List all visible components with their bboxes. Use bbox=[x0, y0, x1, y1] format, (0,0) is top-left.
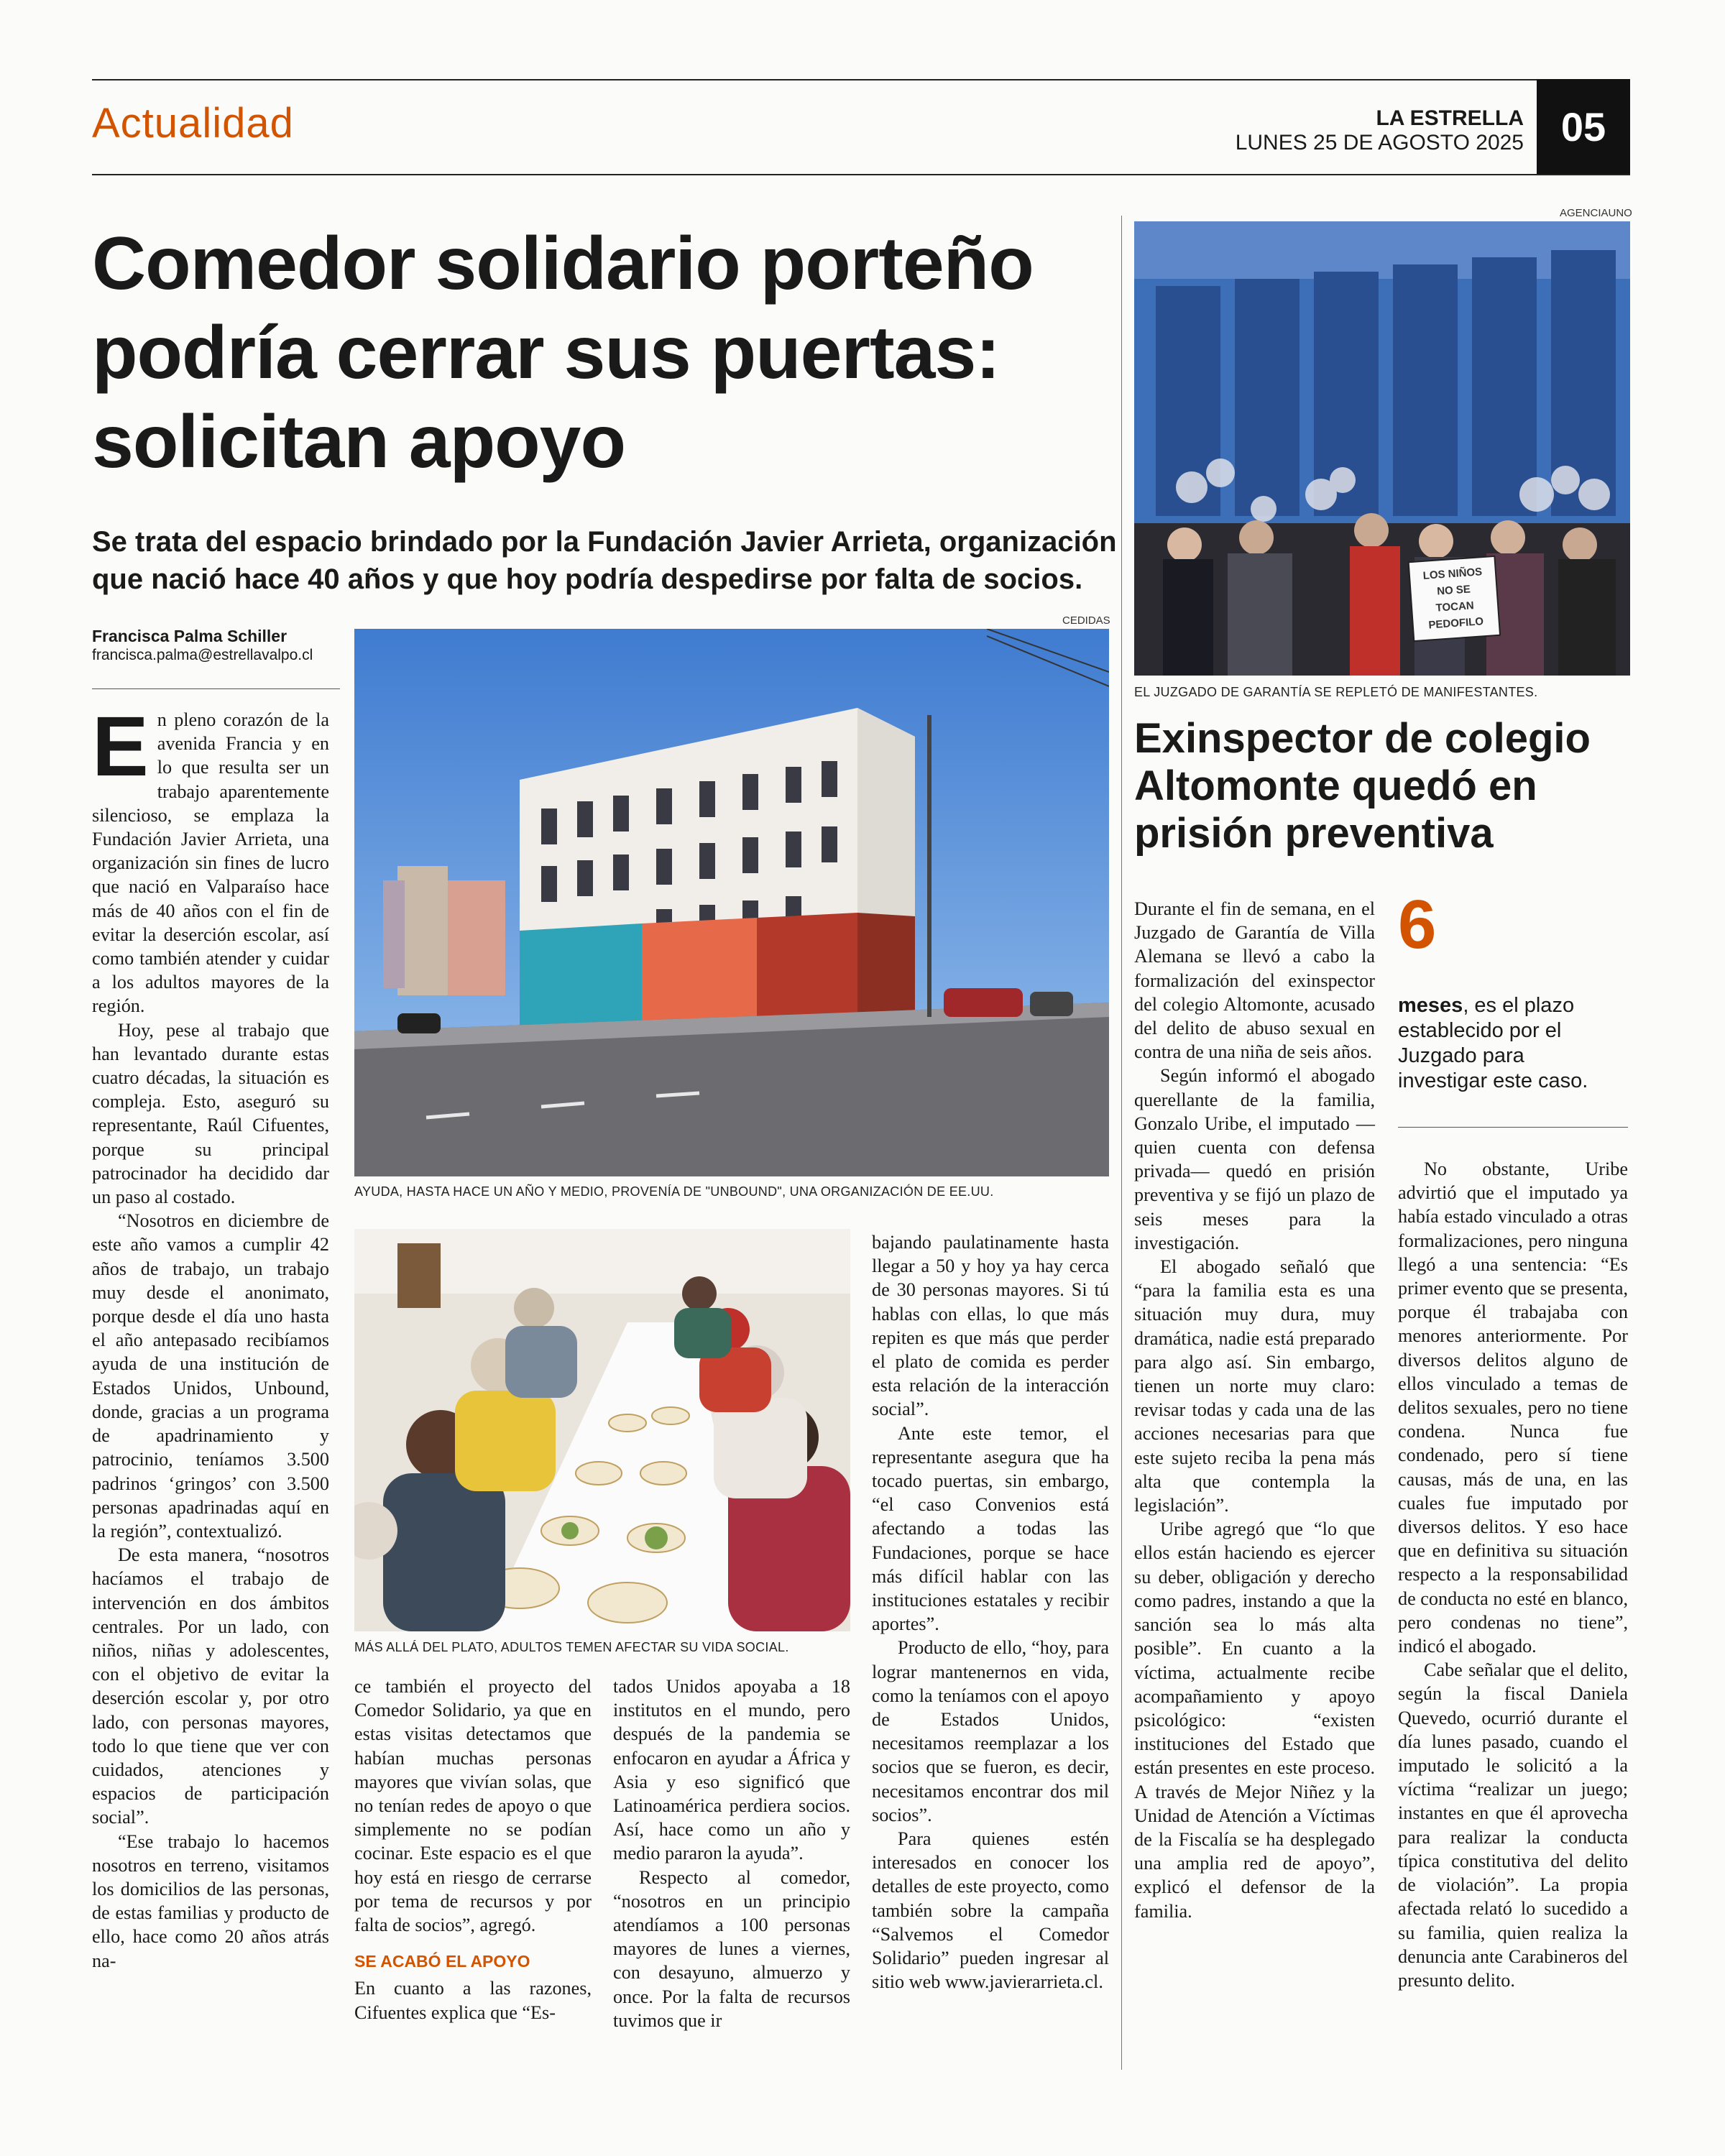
paragraph: Para quienes estén interesados en conocer los detalles de este proyecto, como también sobre la campaña “Salvemos el Comedor Solidario” pueden ingresar al sitio web www.javierarrieta.cl. bbox=[872, 1828, 1109, 1993]
paragraph: Respecto al comedor, “nosotros en un principio atendíamos a 100 personas mayores de lunes a viernes, con desayuno, almuerzo y once. Por la falta de recursos tuvimos que ir bbox=[613, 1866, 850, 2031]
paragraph: El abogado señaló que “para la familia esta es una situación muy dura, muy dramática, nadie está preparado para algo así. Sin embargo, tienen un norte muy claro: revisar todas y cada una de las acciones necesarias para que este sujeto reciba la pena más alta que contempla la legislación”. bbox=[1134, 1256, 1375, 1516]
protest-illustration bbox=[1134, 221, 1630, 676]
section-label: Actualidad bbox=[92, 100, 294, 147]
protest-sign-line: NO SE bbox=[1436, 583, 1471, 598]
building-photo bbox=[354, 629, 1109, 1176]
byline: Francisca Palma Schiller bbox=[92, 627, 288, 645]
main-headline: Comedor solidario porteño podría cerrar sus puertas: solicitan apoyo bbox=[92, 222, 1034, 484]
protest-photo bbox=[1134, 221, 1630, 676]
number-callout bbox=[1398, 993, 1614, 1094]
paragraph: Cabe señalar que el delito, según la fiscal Daniela Quevedo, ocurrió durante el día lunes pasado, cuando el imputado le solicitó a la víctima “realizar un juego; instantes en que él aprovecha para realizar la conducta típica constitutiva del delito de violación”. La propia afectada relató lo sucedido a su familia, quien realiza la denuncia ante Carabineros del presunto delito. bbox=[1398, 1659, 1628, 1991]
subtitle-se-acabo: SE ACABÓ EL APOYO bbox=[354, 1952, 530, 1971]
paragraph: “Ese trabajo lo hacemos nosotros en terreno, visitamos los domicilios de las personas, de estas familias y producto de ello, hace como 20 años atrás na- bbox=[92, 1830, 329, 1971]
paragraph: Ante este temor, el representante asegura que ha tocado puertas, sin embargo, “el caso Convenios está afectando a todas las Fundaciones, porque se hace más difícil hablar con las instituciones estatales y recibir aportes”. bbox=[872, 1422, 1109, 1635]
main-col-3 bbox=[613, 1674, 850, 2032]
paragraph: Durante el fin de semana, en el Juzgado de Garantía de Villa Alemana se llevó a cabo la formalización del exinspector del colegio Altomonte, acusado del delito de abuso sexual en contra de una niña de seis años. bbox=[1134, 898, 1375, 1063]
author-email: francisca.palma@estrellavalpo.cl bbox=[92, 647, 313, 663]
page-number: 05 bbox=[1537, 79, 1630, 174]
photo2-caption: MÁS ALLÁ DEL PLATO, ADULTOS TEMEN AFECTAR SU VIDA SOCIAL. bbox=[354, 1640, 789, 1654]
column-divider bbox=[1121, 216, 1122, 2070]
paragraph: n pleno corazón de la avenida Francia y en lo que resulta ser un trabajo aparentemente silencioso, se emplaza la Fundación Javier Arrieta, una organización sin fines de lucro que nació en Valparaíso hace más de 40 años con el fin de evitar la deserción escolar, así como también atender y cuidar a los adultos mayores de la región. bbox=[92, 709, 329, 1017]
paragraph: Uribe agregó que “lo que ellos están haciendo es ejercer su deber, obligación y derecho como padres, instando a que la sanción sea lo más alta posible”. En cuanto a la víctima, actualmente recibe acompañamiento y apoyo psicológico: “existen instituciones del Estado que están presentes en este proceso. A través de Mejor Niñez y la Unidad de Atención a Víctimas de la Fiscalía se ha desplegado una amplia red de apoyo”, explicó el defensor de la familia. bbox=[1134, 1519, 1375, 1922]
main-subhead: Se trata del espacio brindado por la Fundación Javier Arrieta, organización que nació hace 40 años y que hoy podría despedirse por falta de socios. bbox=[92, 526, 1117, 595]
paragraph: De esta manera, “nosotros hacíamos el trabajo de intervención en dos ámbitos centrales. Por un lado, con niños, niñas y adolescentes, con el objetivo de evitar la deserción escolar y, por otro lado, con personas mayores, todo lo que tiene que ver con cuidados, atenciones y espacios de participación social”. bbox=[92, 1544, 329, 1828]
issue-date: LUNES 25 DE AGOSTO 2025 bbox=[1235, 131, 1524, 155]
paragraph: bajando paulatinamente hasta llegar a 50 y hoy ya hay cerca de 30 personas mayores. Si tú hablas con ellas, lo que más repiten es que más que perder el plato de comida es perder esta relación de la interacción social”. bbox=[872, 1232, 1109, 1420]
paragraph: En cuanto a las razones, Cifuentes explica que “Es- bbox=[354, 1978, 592, 2023]
diners-photo bbox=[354, 1229, 850, 1631]
main-col-4 bbox=[872, 1230, 1109, 1994]
side-headline: Exinspector de colegio Altomonte quedó en prisión preventiva bbox=[1134, 715, 1591, 857]
paragraph: ce también el proyecto del Comedor Solidario, ya que en estas visitas detectamos que habían muchas personas mayores que vivían solas, que no tenían redes de apoyo o que simplemente no se podían cocinar. Este espacio es el que hoy está en riesgo de cerrarse por tema de recursos y por falta de socios”, agregó. bbox=[354, 1676, 592, 1936]
header-rule bbox=[92, 174, 1630, 175]
side-col-1 bbox=[1134, 897, 1375, 1923]
diners-illustration bbox=[354, 1229, 850, 1631]
newspaper-name: LA ESTRELLA bbox=[1376, 106, 1524, 130]
protest-sign-line: LOS NIÑOS bbox=[1422, 566, 1483, 582]
protest-sign-line: TOCAN bbox=[1435, 599, 1475, 614]
side-col-2 bbox=[1398, 1157, 1628, 1992]
paragraph: tados Unidos apoyaba a 18 institutos en el mundo, pero después de la pandemia se enfocaron en ayudar a África y Asia y eso significó que Latinoamérica perdiera socios. Así, hace como un año y medio pararon la ayuda”. bbox=[613, 1676, 850, 1864]
photo1-caption: AYUDA, HASTA HACE UN AÑO Y MEDIO, PROVENÍA DE "UNBOUND", UNA ORGANIZACIÓN DE EE.UU. bbox=[354, 1184, 994, 1199]
top-rule bbox=[92, 79, 1537, 80]
paragraph: No obstante, Uribe advirtió que el imputado ya había estado vinculado a otras formalizaciones, pero ninguna llegó a una sentencia: “Es primer evento que se presenta, porque él trabajaba con menores anteriormente. Por diversos delitos alguno de ellos vinculado a temas de delitos sexuales, pero no tiene condena. Nunca fue condenado, pero sí tiene causas, más de una, en las cuales fue imputado por diversos delitos. Y eso hace que en definitiva su situación respecto a la responsabilidad de conducta no esté en blanco, pero condenas no tiene”, indicó el abogado. bbox=[1398, 1158, 1628, 1657]
paragraph: Producto de ello, “hoy, para lograr mantenernos en vida, como la teníamos con el apoyo de Estados Unidos, necesitamos reemplazar a los socios que se fueron, es decir, necesitamos encontrar dos mil socios”. bbox=[872, 1637, 1109, 1825]
side-photo-caption: EL JUZGADO DE GARANTÍA SE REPLETÓ DE MANIFESTANTES. bbox=[1134, 685, 1538, 699]
main-col-1 bbox=[92, 699, 329, 1973]
paragraph: Según informó el abogado querellante de la familia, Gonzalo Uribe, el imputado —quien cuenta con defensa privada— quedó en prisión preventiva y se fijó un plazo de seis meses para la investigación. bbox=[1134, 1065, 1375, 1253]
photo-credit: CEDIDAS bbox=[1062, 614, 1110, 627]
building-illustration bbox=[354, 629, 1109, 1176]
paragraph: Hoy, pese al trabajo que han levantado durante estas cuatro décadas, la situación es compleja. Esto, aseguró su representante, Raúl Cifuentes, porque su principal patrocinador ha decidido dar un paso al costado. bbox=[92, 1019, 329, 1208]
main-col-2 bbox=[354, 1674, 592, 2024]
byline-rule bbox=[92, 688, 340, 689]
big-number: 6 bbox=[1398, 886, 1437, 963]
side-photo-credit: AGENCIAUNO bbox=[1560, 207, 1632, 219]
paragraph: “Nosotros en diciembre de este año vamos a cumplir 42 años de trabajo, un trabajo muy desde el anonimato, porque desde el día uno hasta el año antepasado recibíamos ayuda de una institución de Estados Unidos, Unbound, donde, gracias a un programa de apadrinamiento y patrocinio, teníamos 3.500 padrinos ‘gringos’ con 3.500 personas apadrinadas aquí en la región”, contextualizó. bbox=[92, 1210, 329, 1542]
number-callout-unit: meses bbox=[1398, 994, 1463, 1017]
dropcap: E bbox=[92, 699, 149, 794]
callout-rule bbox=[1398, 1127, 1628, 1128]
protest-sign-line: PEDOFILO bbox=[1427, 615, 1484, 632]
number-callout-text: , es el plazo establecido por el Juzgado para investigar este caso. bbox=[1398, 994, 1588, 1092]
